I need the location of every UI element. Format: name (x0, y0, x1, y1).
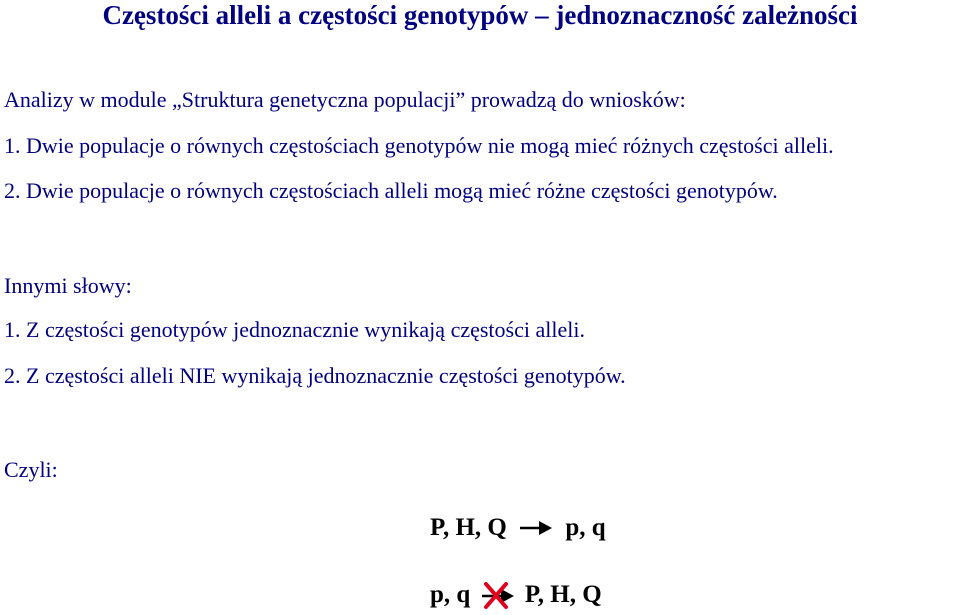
arrow-right-icon (519, 518, 553, 538)
conclusion-2: 2. Dwie populacje o równych częstościach alleli mogą mieć różne częstości genotypów. (4, 178, 778, 203)
page-title: Częstości alleli a częstości genotypów – jednoznaczność zależności (102, 0, 858, 30)
formula-valid-right: p, q (565, 514, 606, 542)
formula-invalid-left: p, q (430, 581, 471, 609)
restated-1: 1. Z częstości genotypów jednoznacznie wynikają częstości alleli. (4, 317, 585, 342)
crossed-arrow-icon (481, 580, 515, 610)
in-other-words-label: Innymi słowy: (4, 273, 132, 298)
so-label: Czyli: (4, 457, 58, 482)
intro-text: Analizy w module „Struktura genetyczna populacji” prowadzą do wniosków: (4, 87, 686, 112)
restated-2: 2. Z częstości alleli NIE wynikają jednoznacznie częstości genotypów. (4, 363, 626, 388)
conclusion-1: 1. Dwie populacje o równych częstościach genotypów nie mogą mieć różnych częstości alleli. (4, 133, 834, 158)
formula-invalid-right: P, H, Q (524, 581, 602, 609)
formula-valid-left: P, H, Q (430, 514, 507, 542)
formula-valid (430, 512, 606, 543)
formula-invalid (430, 579, 602, 610)
